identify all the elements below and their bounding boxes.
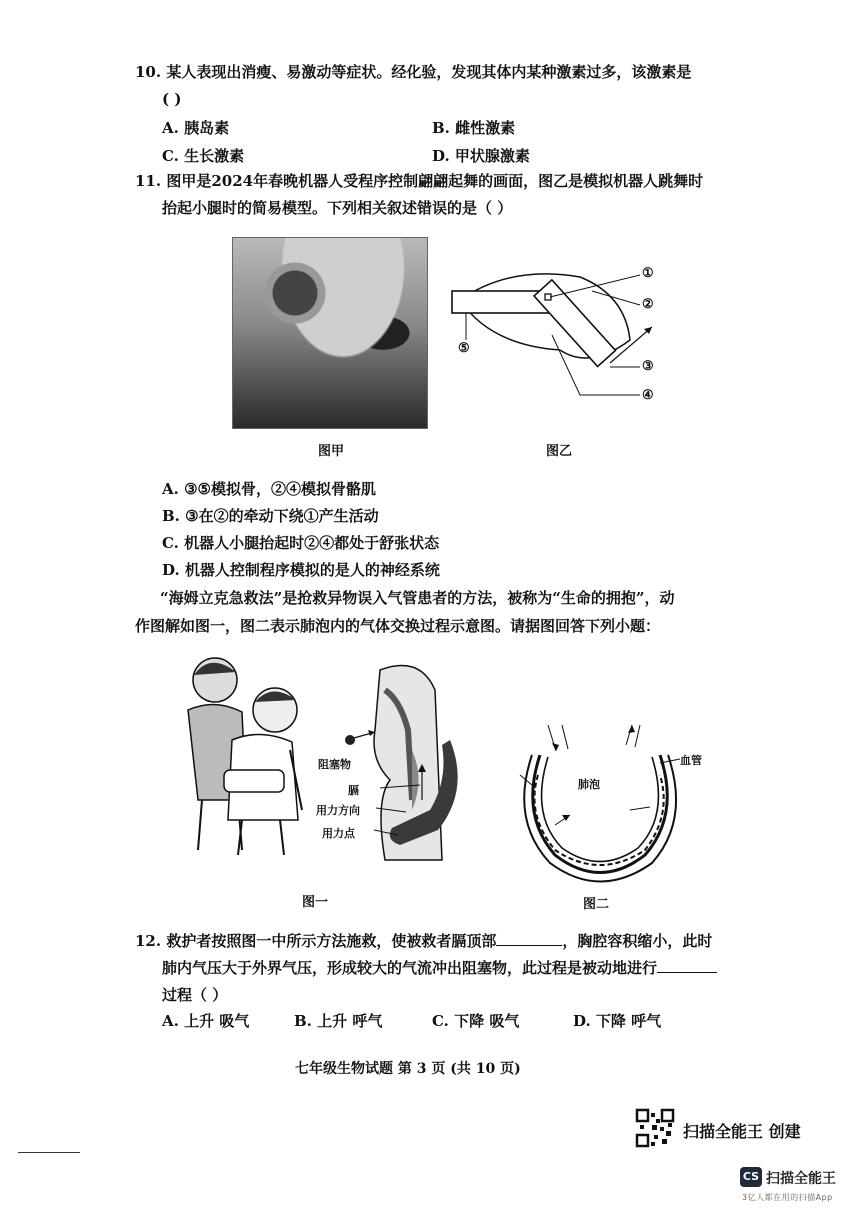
q10-option-b: B. 雌性激素 <box>432 119 516 137</box>
lever-label-1: ① <box>642 266 654 281</box>
lever-label-5: ⑤ <box>458 341 470 356</box>
q10-paren: ( ) <box>162 90 182 108</box>
lever-model-diagram <box>440 255 670 415</box>
q11-stem-line1: 11. 图甲是2024年春晚机器人受程序控制翩翩起舞的画面，图乙是模拟机器人跳舞时 <box>135 172 704 190</box>
q12-line1-start: 12. 救护者按照图一中所示方法施救，使被救者膈顶部 <box>135 932 497 950</box>
fig2-caption: 图二 <box>583 897 610 912</box>
q12-blank-1 <box>496 930 562 946</box>
q12-line1-end: ，胸腔容积缩小，此时 <box>562 932 713 950</box>
camscanner-logo-text: 扫描全能王 <box>766 1171 836 1187</box>
label-obstruction: 阻塞物 <box>318 758 351 771</box>
fig1-caption: 图一 <box>302 895 329 910</box>
camscanner-logo-icon: CS <box>740 1167 762 1187</box>
q12-line3: 过程（ ） <box>162 986 228 1004</box>
q12-line1 <box>135 928 712 955</box>
q12-option-a: A. 上升 吸气 <box>162 1012 250 1030</box>
fig-b-caption: 图乙 <box>546 444 573 459</box>
q12-option-d: D. 下降 呼气 <box>573 1012 662 1030</box>
q11-option-c: C. 机器人小腿抬起时②④都处于舒张状态 <box>162 534 440 552</box>
left-edge-rule <box>18 1152 80 1153</box>
q12-line2-text: 肺内气压大于外界气压，形成较大的气流冲出阻塞物，此过程是被动地进行 <box>162 959 658 977</box>
q11-option-b: B. ③在②的牵动下绕①产生活动 <box>162 507 379 525</box>
fig-a-caption: 图甲 <box>318 444 345 459</box>
q10-option-a: A. 胰岛素 <box>162 119 230 137</box>
q10-option-d: D. 甲状腺激素 <box>432 147 530 165</box>
intro-line1: “海姆立克急救法”是抢救异物误入气管患者的方法，被称为“生命的拥抱”，动 <box>160 589 675 607</box>
q11-option-d: D. 机器人控制程序模拟的是人的神经系统 <box>162 561 440 579</box>
q12-blank-2 <box>657 957 717 973</box>
q11-option-a: A. ③⑤模拟骨，②④模拟骨骼肌 <box>162 480 376 498</box>
q12-line2 <box>162 955 717 982</box>
label-diaphragm: 膈 <box>348 784 359 797</box>
camscanner-tagline: 3亿人都在用的扫描App <box>742 1193 833 1202</box>
lever-label-3: ③ <box>642 359 654 374</box>
q10-stem: 10. 某人表现出消瘦、易激动等症状。经化验，发现其体内某种激素过多，该激素是 <box>135 63 692 81</box>
q10-option-c: C. 生长激素 <box>162 147 245 165</box>
qr-code-icon <box>636 1109 676 1147</box>
label-alveolus: 肺泡 <box>578 778 600 791</box>
scanner-brand-text: 扫描全能王 创建 <box>683 1122 801 1141</box>
robot-dance-photo <box>232 237 428 429</box>
q11-stem-line2: 抬起小腿时的简易模型。下列相关叙述错误的是（ ） <box>162 199 513 217</box>
label-force-point: 用力点 <box>322 827 355 840</box>
page-footer: 七年级生物试题 第 3 页 (共 10 页) <box>295 1061 521 1077</box>
lever-label-2: ② <box>642 297 654 312</box>
label-force-direction: 用力方向 <box>316 804 360 817</box>
q12-option-c: C. 下降 吸气 <box>432 1012 520 1030</box>
lever-label-4: ④ <box>642 388 654 403</box>
q12-option-b: B. 上升 呼气 <box>294 1012 383 1030</box>
label-blood-vessel: 血管 <box>680 754 702 767</box>
alveolus-diagram <box>510 715 690 880</box>
intro-line2: 作图解如图一，图二表示肺泡内的气体交换过程示意图。请据图回答下列小题： <box>135 617 661 635</box>
